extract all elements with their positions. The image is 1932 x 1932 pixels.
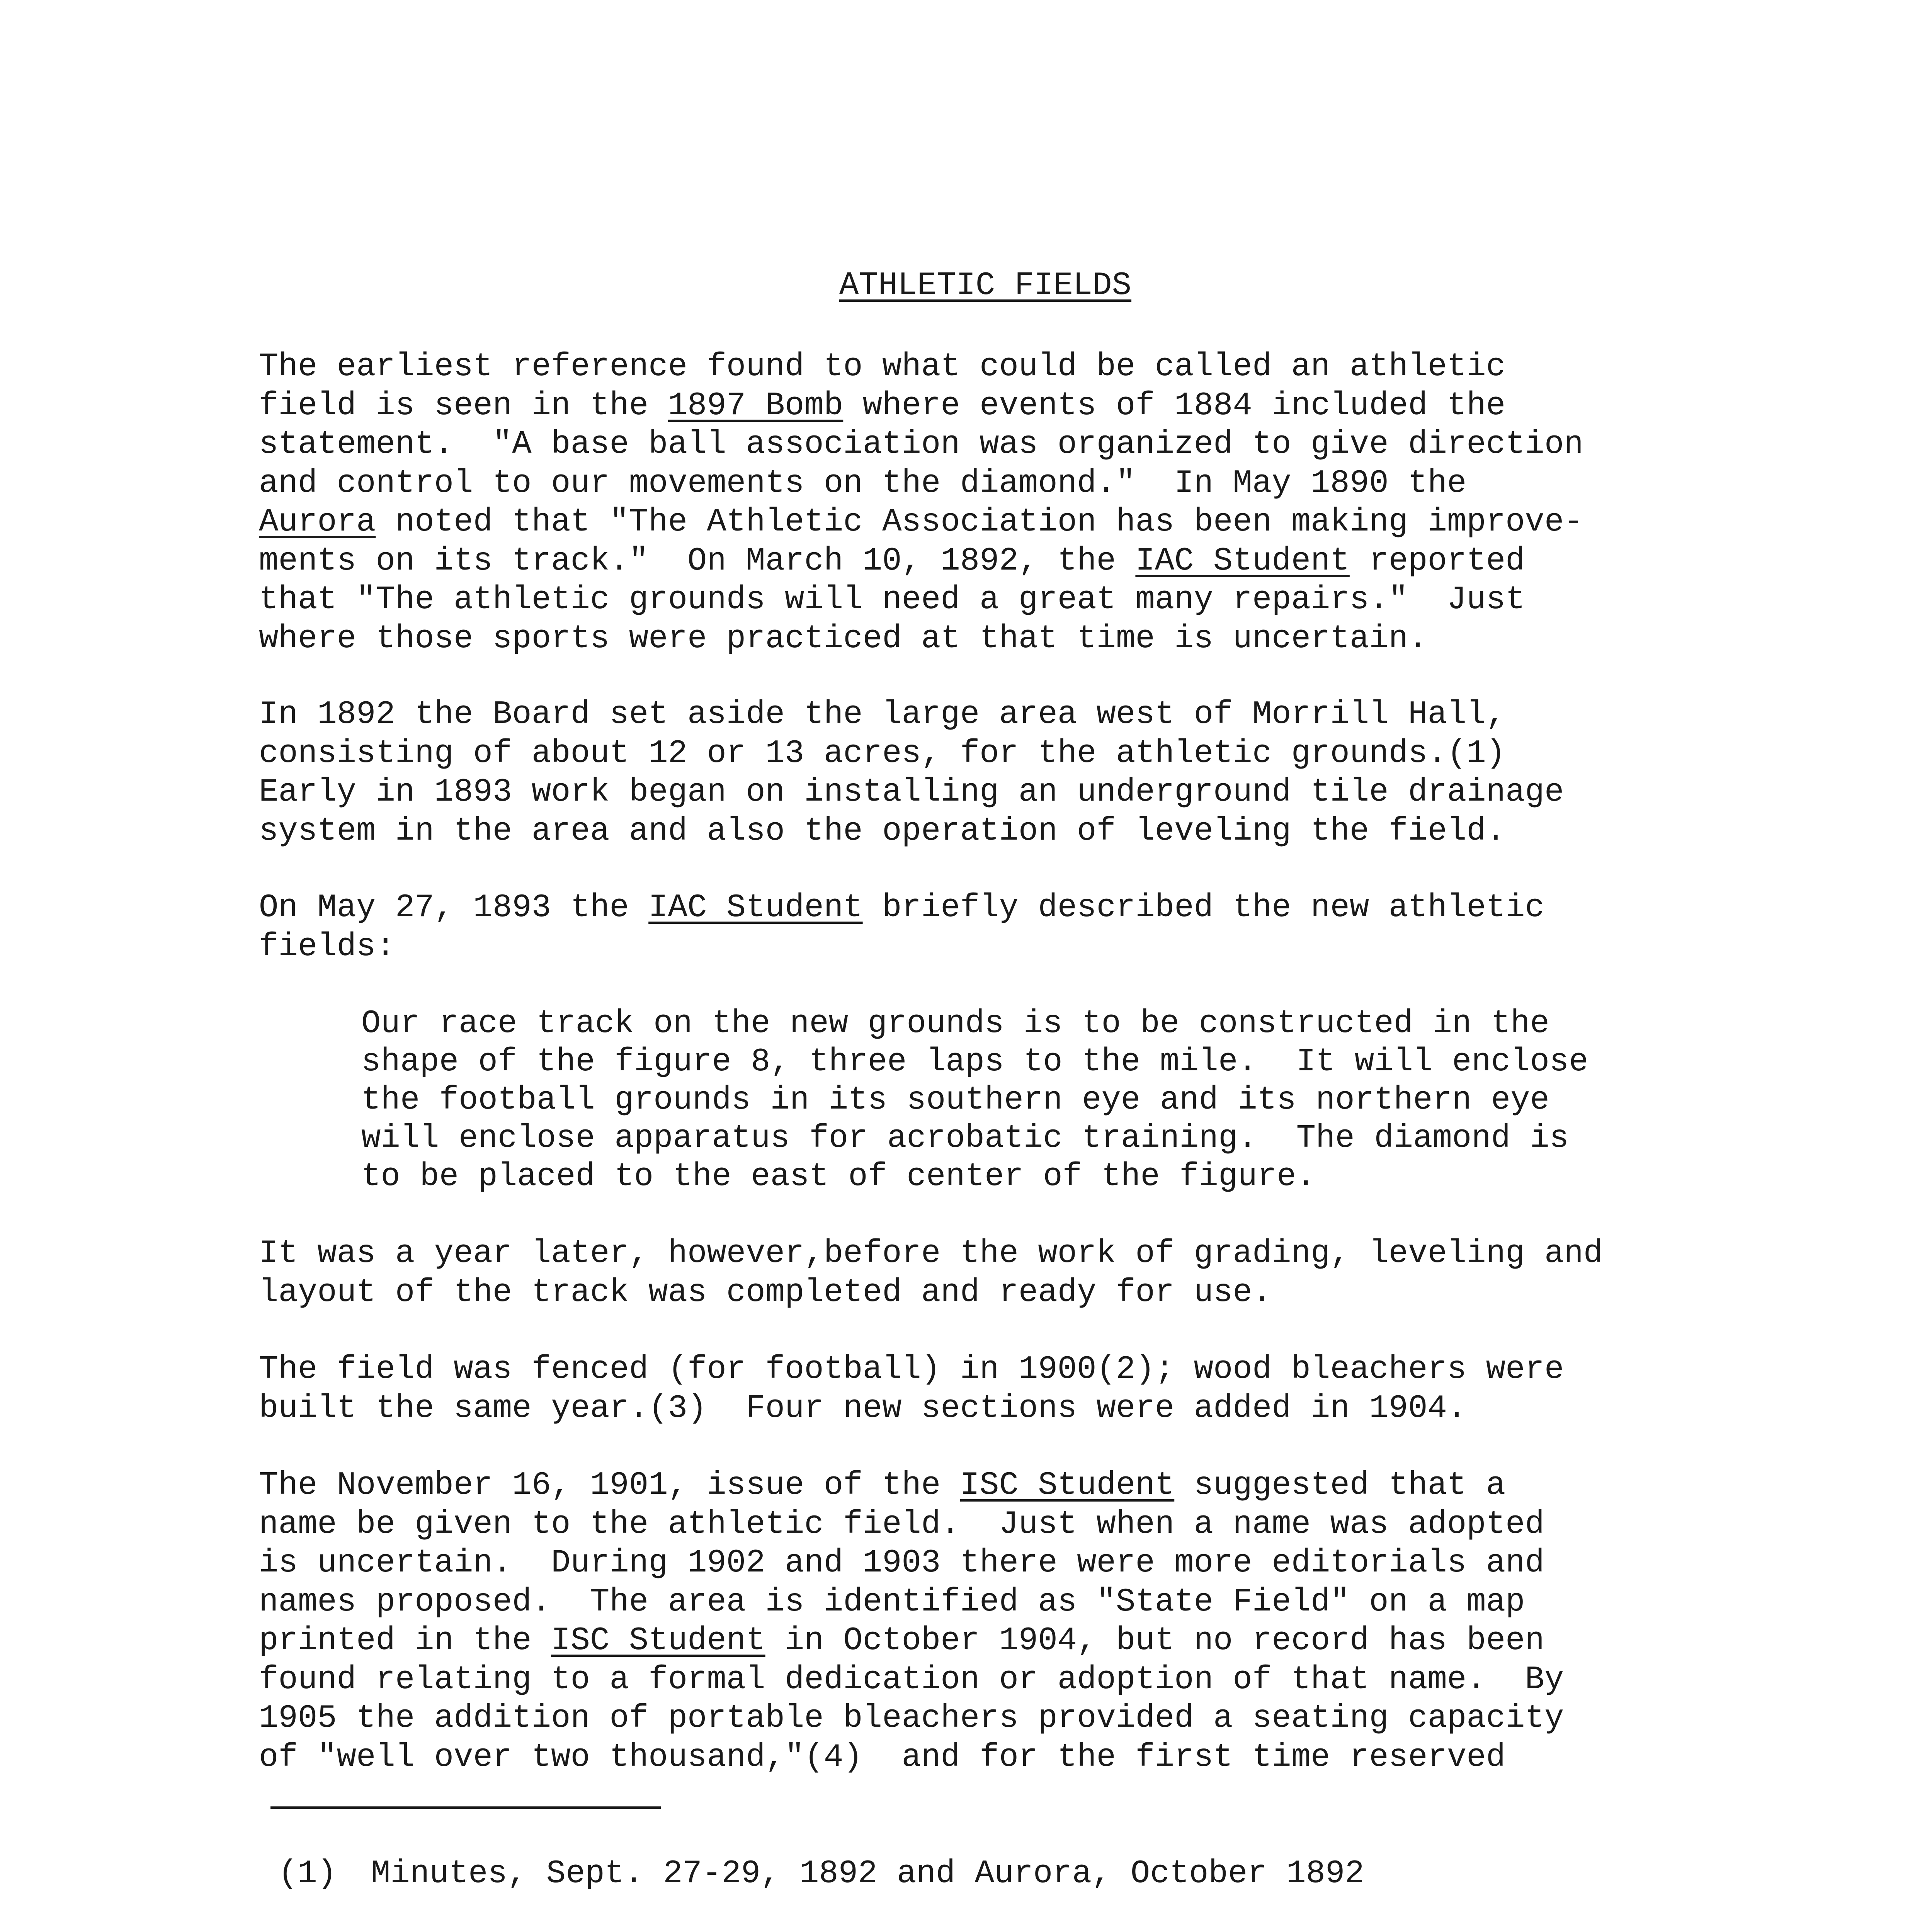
text-line [259, 620, 1932, 659]
text-line [259, 387, 1932, 426]
text-run: It was a year later, however,before the work of grading, leveling and [259, 1235, 1603, 1272]
text-line [259, 1505, 1932, 1544]
text-run: printed in the [259, 1622, 551, 1659]
text-line [259, 1661, 1932, 1700]
text-run: is uncertain. During 1902 and 1903 there were more editorials and [259, 1545, 1544, 1582]
text-run: name be given to the athletic field. Just when a name was adopted [259, 1506, 1544, 1543]
footnote-1 [278, 1855, 1364, 1893]
text-run: The November 16, 1901, issue of the [259, 1467, 960, 1504]
underlined-title: IAC Student [648, 889, 863, 926]
text-line [259, 1350, 1932, 1389]
text-line [259, 1389, 1932, 1429]
text-line [259, 1235, 1932, 1274]
text-line [259, 696, 1932, 735]
text-run: shape of the figure 8, three laps to the mile. It will enclose [361, 1044, 1588, 1080]
paragraph-3 [259, 889, 1932, 966]
page-title [0, 267, 1932, 305]
text-run: The earliest reference found to what could be called an athletic [259, 349, 1506, 385]
text-line [259, 773, 1932, 812]
text-line [361, 1081, 1932, 1119]
underlined-title: IAC Student [1135, 543, 1350, 580]
text-run: consisting of about 12 or 13 acres, for the athletic grounds.(1) [259, 735, 1506, 772]
text-line [259, 581, 1932, 620]
text-run: fields: [259, 928, 395, 965]
text-line [259, 1544, 1932, 1583]
text-run: where those sports were practiced at that time is uncertain. [259, 620, 1428, 657]
text-run: Early in 1893 work began on installing an underground tile drainage [259, 774, 1564, 811]
paragraph-6 [259, 1466, 1932, 1777]
text-line [259, 464, 1932, 503]
text-run: statement. "A base ball association was organized to give direction [259, 426, 1583, 463]
text-run: Our race track on the new grounds is to be constructed in the [361, 1005, 1549, 1042]
text-run: of "well over two thousand,"(4) and for the first time reserved [259, 1739, 1506, 1776]
text-run: suggested that a [1174, 1467, 1506, 1504]
text-run: and control to our movements on the diamond." In May 1890 the [259, 465, 1467, 502]
underlined-title: Aurora [259, 504, 376, 541]
text-run: names proposed. The area is identified as "State Field" on a map [259, 1583, 1525, 1621]
underlined-title: ISC Student [960, 1467, 1175, 1504]
text-run: where events of 1884 included the [843, 387, 1506, 424]
text-line [259, 1622, 1932, 1661]
block-quote [361, 1005, 1932, 1196]
text-run: that "The athletic grounds will need a great many repairs." Just [259, 582, 1525, 618]
footnote-divider [270, 1806, 661, 1809]
text-line [361, 1043, 1932, 1081]
paragraph-4 [259, 1235, 1932, 1312]
text-run: On May 27, 1893 the [259, 889, 649, 926]
text-line [259, 889, 1932, 928]
text-line [259, 1466, 1932, 1505]
text-run: in October 1904, but no record has been [765, 1622, 1544, 1659]
text-line [259, 1583, 1932, 1622]
footnote-text: Minutes, Sept. 27-29, 1892 and Aurora, October 1892 [371, 1855, 1364, 1892]
text-line [259, 348, 1932, 387]
text-run: 1905 the addition of portable bleachers provided a seating capacity [259, 1700, 1564, 1737]
paragraph-5 [259, 1350, 1932, 1428]
paragraph-2 [259, 696, 1932, 851]
text-run: The field was fenced (for football) in 1900(2); wood bleachers were [259, 1351, 1564, 1388]
text-line [259, 1274, 1932, 1313]
text-run: found relating to a formal dedication or adoption of that name. By [259, 1661, 1564, 1698]
text-run: noted that "The Athletic Association has been making improve- [376, 504, 1583, 541]
text-line [259, 928, 1932, 967]
text-run: field is seen in the [259, 387, 668, 424]
page-title-text: ATHLETIC FIELDS [839, 267, 1132, 304]
text-line [361, 1119, 1932, 1158]
text-run: to be placed to the east of center of the figure. [361, 1158, 1316, 1195]
text-run: system in the area and also the operation of leveling the field. [259, 813, 1506, 850]
text-run: In 1892 the Board set aside the large area west of Morrill Hall, [259, 696, 1506, 733]
text-line [259, 735, 1932, 774]
underlined-title: 1897 Bomb [668, 387, 844, 424]
footnote-number: (1) [278, 1855, 337, 1892]
paragraph-1 [259, 348, 1932, 658]
text-line [259, 542, 1932, 581]
text-run: will enclose apparatus for acrobatic training. The diamond is [361, 1120, 1569, 1157]
text-line [361, 1158, 1932, 1196]
text-line [259, 503, 1932, 542]
text-run: built the same year.(3) Four new sections were added in 1904. [259, 1390, 1467, 1427]
text-run: briefly described the new athletic [862, 889, 1544, 926]
underlined-title: ISC Student [551, 1622, 765, 1659]
text-run: the football grounds in its southern eye and its northern eye [361, 1082, 1549, 1119]
text-line [361, 1005, 1932, 1043]
text-line [259, 812, 1932, 851]
text-run: ments on its track." On March 10, 1892, the [259, 543, 1136, 580]
text-line [259, 1699, 1932, 1738]
text-run: layout of the track was completed and ready for use. [259, 1274, 1272, 1311]
text-line [259, 425, 1932, 464]
text-run: reported [1349, 543, 1525, 580]
text-line [259, 1738, 1932, 1777]
